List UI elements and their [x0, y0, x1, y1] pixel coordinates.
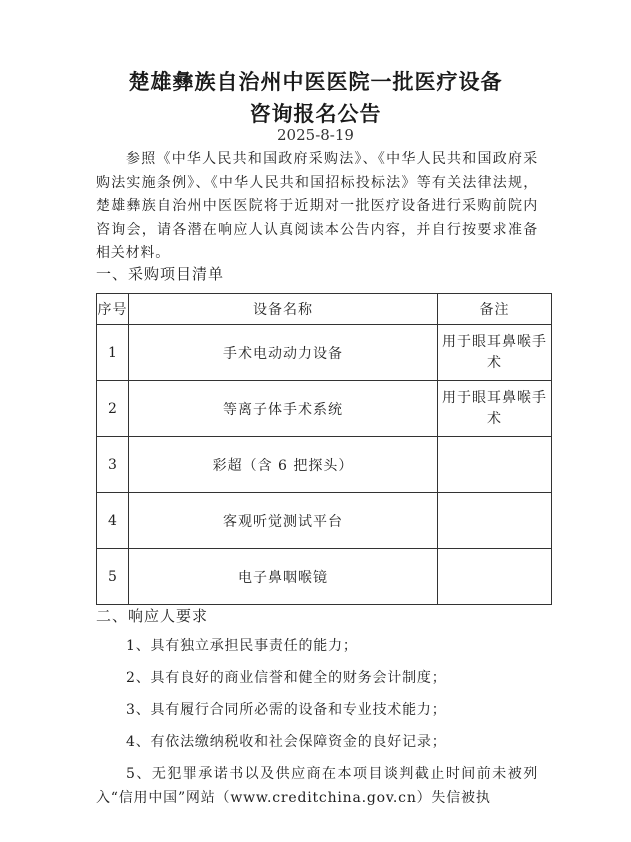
document-title-line1: 楚雄彝族自治州中医医院一批医疗设备 — [128, 70, 503, 94]
row-device-name: 客观听觉测试平台 — [129, 493, 438, 549]
requirement-item: 4、有依法缴纳税收和社会保障资金的良好记录； — [126, 734, 447, 750]
table-row — [97, 325, 552, 381]
requirement-item: 5、无犯罪承诺书以及供应商在本项目谈判截止时间前未被列入“信用中国”网站（www.creditchina.gov.cn）失信被执 — [96, 766, 538, 806]
section-heading-respondent-requirements: 二、响应人要求 — [96, 607, 209, 625]
header-device-name: 设备名称 — [129, 294, 438, 325]
row-number: 4 — [97, 493, 129, 549]
requirement-item: 3、具有履行合同所必需的设备和专业技术能力； — [126, 702, 447, 718]
row-note: 用于眼耳鼻喉手术 — [438, 325, 552, 381]
row-device-name: 彩超（含 6 把探头） — [129, 437, 438, 493]
intro-paragraph: 参照《中华人民共和国政府采购法》、《中华人民共和国政府采购法实施条例》、《中华人民共和国招标投标法》等有关法律法规，楚雄彝族自治州中医医院将于近期对一批医疗设备进行采购前院内咨询会，请各潜在响应人认真阅读本公告内容，并自行按要求准备相关材料。 — [96, 151, 538, 261]
row-note: 用于眼耳鼻喉手术 — [438, 381, 552, 437]
row-note — [438, 549, 552, 605]
header-note: 备注 — [438, 294, 552, 325]
table-row — [97, 549, 552, 605]
table-row — [97, 437, 552, 493]
requirement-item: 2、具有良好的商业信誉和健全的财务会计制度； — [126, 670, 447, 686]
row-number: 3 — [97, 437, 129, 493]
header-number: 序号 — [97, 294, 129, 325]
document-date: 2025-8-19 — [277, 126, 354, 144]
table-row — [97, 381, 552, 437]
row-number: 1 — [97, 325, 129, 381]
section-heading-procurement-list: 一、采购项目清单 — [96, 265, 225, 283]
table-row — [97, 493, 552, 549]
row-note — [438, 493, 552, 549]
row-number: 2 — [97, 381, 129, 437]
row-device-name: 手术电动动力设备 — [129, 325, 438, 381]
row-device-name: 电子鼻咽喉镜 — [129, 549, 438, 605]
requirement-item: 1、具有独立承担民事责任的能力； — [126, 638, 358, 654]
row-device-name: 等离子体手术系统 — [129, 381, 438, 437]
procurement-table — [96, 293, 552, 605]
row-number: 5 — [97, 549, 129, 605]
row-note — [438, 437, 552, 493]
document-title-line2: 咨询报名公告 — [249, 102, 382, 126]
table-header-row — [97, 294, 552, 325]
